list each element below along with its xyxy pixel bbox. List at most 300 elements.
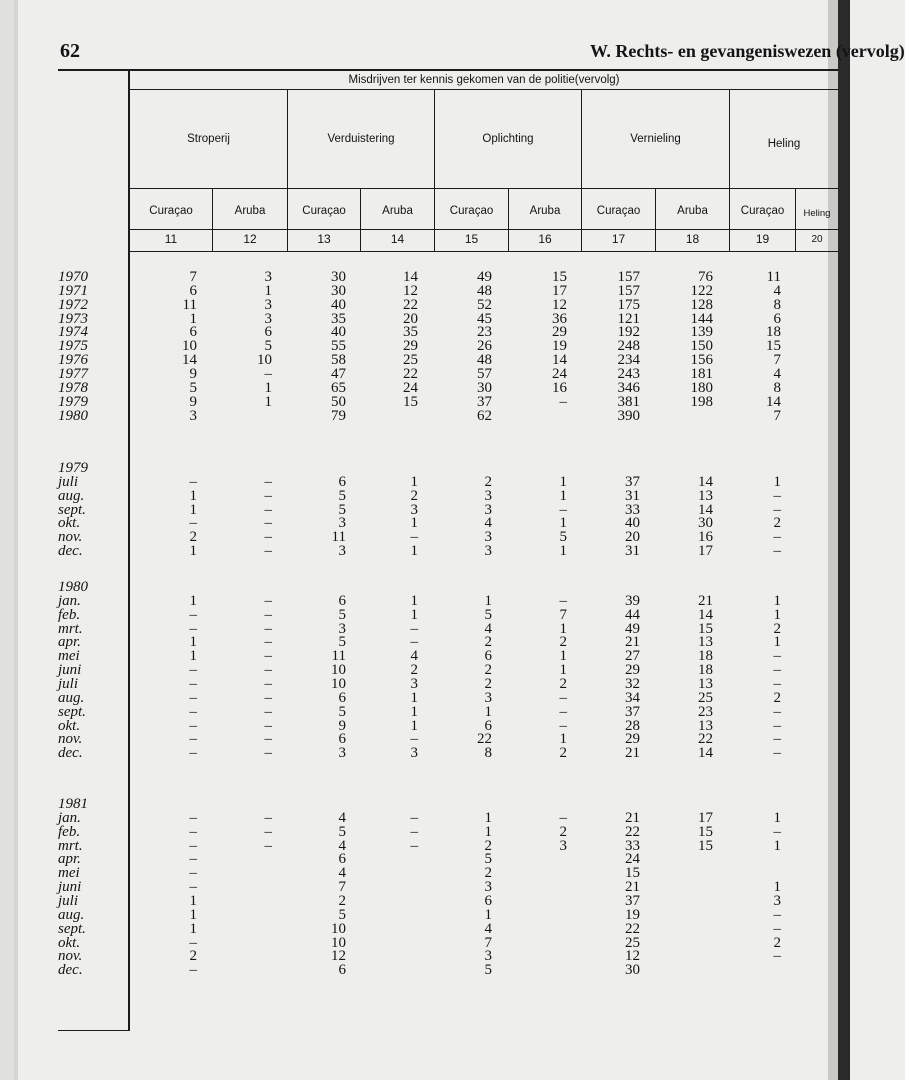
page-edge — [0, 0, 14, 1080]
table-cell: – — [189, 745, 197, 762]
table-cell: 49 — [477, 269, 492, 285]
table-cell: 6 — [264, 324, 272, 341]
table-cell: 39 — [625, 592, 640, 609]
table-cell: 4 — [410, 648, 418, 665]
table-cell: – — [410, 529, 418, 546]
table-cell: 65 — [331, 379, 346, 396]
table-cell: 5 — [338, 501, 346, 518]
column-number: 16 — [538, 232, 552, 246]
table-cell: 15 — [625, 865, 640, 882]
table-cell: 10 — [257, 352, 272, 369]
table-cell: 21 — [698, 592, 713, 609]
table-cell: – — [189, 473, 197, 490]
table-cell: 6 — [338, 962, 346, 979]
table-cell: 40 — [331, 324, 346, 341]
table-cell: 9 — [338, 717, 346, 734]
table-cell: 9 — [189, 365, 197, 382]
table-cell: 8 — [773, 379, 781, 396]
table-cell: 4 — [338, 809, 346, 826]
table-cell: – — [264, 606, 272, 623]
table-cell: 6 — [773, 310, 781, 327]
table-cell: 45 — [477, 310, 492, 327]
row-label: 1981 — [58, 796, 88, 812]
table-cell: 3 — [484, 543, 492, 560]
table-cell: 192 — [617, 324, 640, 341]
table-cell: 5 — [484, 851, 492, 868]
colnum-rule — [128, 251, 838, 252]
subheader-rule — [128, 229, 838, 230]
table-cell: 50 — [331, 393, 346, 410]
table-cell: 1 — [484, 703, 492, 720]
table-cell: – — [189, 717, 197, 734]
row-label: aug. — [58, 906, 85, 923]
row-label: 1973 — [58, 310, 88, 327]
table-cell: – — [559, 592, 567, 609]
table-cell: – — [773, 731, 781, 748]
table-cell: 16 — [698, 529, 713, 546]
table-cell: 18 — [698, 648, 713, 665]
column-number: 14 — [390, 232, 405, 246]
row-label: mei — [58, 865, 80, 882]
table-cell: 52 — [477, 296, 492, 313]
table-cell: 3 — [484, 948, 492, 965]
row-label: jan. — [58, 592, 81, 609]
table-cell: 36 — [552, 310, 567, 327]
table-cell: 7 — [338, 879, 346, 896]
right-page-edge — [828, 0, 838, 1080]
table-cell: 11 — [182, 296, 197, 313]
table-cell: 19 — [552, 338, 567, 355]
table-cell: 6 — [484, 717, 492, 734]
table-cell: 1 — [773, 837, 781, 854]
table-cell: – — [264, 648, 272, 665]
table-cell: – — [264, 529, 272, 546]
running-title: W. Rechts- en gevangeniswezen (vervolg) — [590, 41, 905, 61]
table-cell: 3 — [264, 310, 272, 327]
row-label: dec. — [58, 543, 83, 560]
table-cell: 18 — [766, 324, 781, 341]
row-label: okt. — [58, 717, 81, 734]
group-divider — [581, 90, 582, 252]
table-cell: 1 — [189, 310, 197, 327]
table-cell: – — [189, 689, 197, 706]
row-label: aug. — [58, 487, 85, 504]
table-cell: 1 — [559, 487, 567, 504]
table-cell: 40 — [625, 515, 640, 532]
table-cell: 1 — [189, 487, 197, 504]
table-cell: – — [773, 745, 781, 762]
table-cell: 5 — [338, 487, 346, 504]
table-cell: 16 — [552, 379, 567, 396]
table-cell: 29 — [625, 662, 640, 679]
table-cell: 8 — [484, 745, 492, 762]
table-cell: 3 — [484, 879, 492, 896]
table-cell: 139 — [690, 324, 713, 341]
table-cell: 3 — [189, 407, 197, 424]
table-cell: – — [559, 393, 567, 410]
table-cell: 3 — [338, 745, 346, 762]
table-cell: – — [189, 731, 197, 748]
table-cell: 13 — [698, 634, 713, 651]
table-cell: 3 — [484, 487, 492, 504]
row-label: apr. — [58, 634, 81, 651]
table-cell: 31 — [625, 543, 640, 560]
super-header-rule — [128, 89, 838, 90]
table-cell: 15 — [403, 393, 418, 410]
table-cell: – — [410, 823, 418, 840]
table-cell: – — [773, 717, 781, 734]
table-cell: 15 — [552, 269, 567, 285]
table-cell: 25 — [403, 352, 418, 369]
table-cell: 26 — [477, 338, 492, 355]
row-label: juli — [58, 892, 79, 909]
table-cell: 2 — [189, 529, 197, 546]
table-cell: – — [264, 501, 272, 518]
table-cell: – — [264, 515, 272, 532]
table-cell: 5 — [559, 529, 567, 546]
table-cell: 29 — [625, 731, 640, 748]
table-cell: 3 — [264, 296, 272, 313]
table-cell: 1 — [264, 379, 272, 396]
table-cell: 37 — [477, 393, 492, 410]
table-cell: 14 — [182, 352, 197, 369]
table-cell: 12 — [403, 282, 418, 299]
table-cell: 31 — [625, 487, 640, 504]
table-cell: 76 — [698, 269, 713, 285]
table-cell: – — [410, 731, 418, 748]
table-cell: 7 — [484, 934, 492, 951]
table-cell: 14 — [698, 501, 713, 518]
row-label: sept. — [58, 501, 86, 518]
table-cell: – — [189, 823, 197, 840]
table-cell: 121 — [617, 310, 640, 327]
table-cell: 27 — [625, 648, 640, 665]
table-cell: 29 — [403, 338, 418, 355]
group-header-heling: Heling — [767, 138, 801, 150]
table-cell: 10 — [331, 920, 346, 937]
table-cell: 30 — [698, 515, 713, 532]
row-label: 1976 — [58, 352, 88, 369]
table-cell: 1 — [559, 473, 567, 490]
row-label: juni — [58, 662, 82, 679]
table-cell: 20 — [625, 529, 640, 546]
row-label: mrt. — [58, 620, 83, 637]
group-divider — [729, 90, 730, 252]
subheader-aruba: Aruba — [382, 205, 413, 217]
table-cell: 1 — [264, 393, 272, 410]
table-cell: 3 — [338, 543, 346, 560]
table-cell: 2 — [484, 634, 492, 651]
table-cell: – — [410, 634, 418, 651]
table-cell: 14 — [766, 393, 781, 410]
table-cell: 1 — [410, 703, 418, 720]
table-cell: 14 — [403, 269, 418, 285]
table-cell: 5 — [189, 379, 197, 396]
table-cell: 22 — [625, 823, 640, 840]
table-cell: – — [189, 515, 197, 532]
table-cell: 10 — [182, 338, 197, 355]
table-cell: 1 — [484, 823, 492, 840]
table-cell: 7 — [559, 606, 567, 623]
table-cell: 48 — [477, 352, 492, 369]
table-cell: 22 — [403, 296, 418, 313]
table-cell: 1 — [559, 620, 567, 637]
table-cell: 24 — [552, 365, 567, 382]
table-cell: – — [264, 473, 272, 490]
table-cell: 1 — [773, 809, 781, 826]
table-cell: 1 — [189, 906, 197, 923]
table-cell: – — [264, 745, 272, 762]
column-number: 12 — [243, 232, 257, 246]
table-cell: 23 — [698, 703, 713, 720]
row-label: feb. — [58, 823, 81, 840]
table-cell: – — [264, 809, 272, 826]
row-label: 1979 — [58, 393, 88, 410]
column-number: 17 — [611, 232, 626, 246]
table-cell: 7 — [773, 407, 781, 424]
page-number: 62 — [60, 40, 80, 62]
table-cell: – — [189, 662, 197, 679]
table-cell: – — [264, 620, 272, 637]
table-cell: 40 — [331, 296, 346, 313]
table-cell: 4 — [338, 865, 346, 882]
book-spine-shadow — [838, 0, 850, 1080]
table-cell: 21 — [625, 879, 640, 896]
table-cell: 25 — [625, 934, 640, 951]
table-cell: 13 — [698, 717, 713, 734]
table-cell: 1 — [559, 731, 567, 748]
table-cell: – — [559, 809, 567, 826]
table-cell: 5 — [338, 703, 346, 720]
table-cell: 346 — [617, 379, 640, 396]
table-cell: – — [410, 620, 418, 637]
table-cell: – — [264, 592, 272, 609]
group-header-oplichting: Oplichting — [482, 133, 534, 145]
row-label: feb. — [58, 606, 81, 623]
table-cell: 3 — [338, 620, 346, 637]
table-cell: 44 — [625, 606, 640, 623]
table-cell: 2 — [484, 473, 492, 490]
table-cell: 4 — [484, 920, 492, 937]
table-cell: 1 — [484, 906, 492, 923]
table-cell: 1 — [484, 592, 492, 609]
subheader-curacao: Curaçao — [449, 205, 494, 217]
subheader-curacao: Curaçao — [740, 205, 785, 217]
table-cell: – — [189, 809, 197, 826]
table-cell: 157 — [617, 269, 640, 285]
table-cell: – — [410, 809, 418, 826]
table-cell: – — [264, 634, 272, 651]
table-cell: 13 — [698, 675, 713, 692]
table-cell: 8 — [773, 296, 781, 313]
row-label: nov. — [58, 948, 83, 965]
subheader-aruba: Aruba — [529, 205, 561, 217]
table-cell: 2 — [484, 662, 492, 679]
table-cell: 156 — [690, 352, 713, 369]
table-cell: – — [773, 501, 781, 518]
table-cell: – — [559, 501, 567, 518]
table-cell: 30 — [477, 379, 492, 396]
table-cell: 3 — [484, 501, 492, 518]
table-cell: 1 — [410, 515, 418, 532]
table-cell: 30 — [331, 269, 346, 285]
table-cell: 5 — [484, 962, 492, 979]
row-label: 1975 — [58, 338, 88, 355]
page-edge-shadow — [14, 0, 18, 1080]
table-cell: 3 — [773, 892, 781, 909]
table-cell: – — [189, 879, 197, 896]
row-label: 1971 — [58, 282, 88, 299]
table-cell: 7 — [773, 352, 781, 369]
table-cell: 2 — [559, 634, 567, 651]
table-cell: 1 — [189, 501, 197, 518]
table-cell: 1 — [410, 717, 418, 734]
table-cell: 3 — [410, 501, 418, 518]
table-cell: 6 — [338, 689, 346, 706]
table-cell: 2 — [559, 823, 567, 840]
table-cell: 1 — [773, 606, 781, 623]
table-cell: 30 — [625, 962, 640, 979]
table-cell: 22 — [477, 731, 492, 748]
subheader-heling: Heling — [803, 208, 831, 219]
table-cell: 2 — [338, 892, 346, 909]
table-bottom-rule — [58, 1030, 130, 1031]
row-label: juli — [58, 675, 79, 692]
table-cell: 1 — [773, 473, 781, 490]
table-cell: – — [189, 962, 197, 979]
table-cell: 1 — [189, 634, 197, 651]
table-cell: 58 — [331, 352, 346, 369]
table-cell: 2 — [410, 662, 418, 679]
table-cell: – — [264, 823, 272, 840]
table-cell: 24 — [625, 851, 640, 868]
table-cell: 1 — [773, 634, 781, 651]
table-cell: 5 — [338, 606, 346, 623]
table-cell: 17 — [698, 809, 713, 826]
table-cell: 21 — [625, 745, 640, 762]
table-cell: – — [559, 717, 567, 734]
table-cell: – — [264, 662, 272, 679]
table-cell: 6 — [484, 648, 492, 665]
table-cell: 180 — [690, 379, 713, 396]
table-cell: 23 — [477, 324, 492, 341]
table-cell: 1 — [189, 892, 197, 909]
table-cell: – — [773, 487, 781, 504]
table-cell: – — [559, 689, 567, 706]
table-cell: 2 — [773, 689, 781, 706]
row-label: 1980 — [58, 579, 88, 595]
table-cell: 33 — [625, 837, 640, 854]
column-number: 20 — [811, 234, 823, 245]
table-cell: 21 — [625, 634, 640, 651]
table-cell: 14 — [698, 745, 713, 762]
table-cell: 2 — [410, 487, 418, 504]
table-cell: 198 — [690, 393, 713, 410]
table-cell: 1 — [189, 920, 197, 937]
row-label: jan. — [58, 809, 81, 826]
row-label: dec. — [58, 745, 83, 762]
group-header-verduistering: Verduistering — [327, 133, 395, 145]
table-cell: 3 — [338, 515, 346, 532]
subheader-curacao: Curaçao — [302, 205, 346, 217]
table-cell: 37 — [625, 473, 640, 490]
row-label: nov. — [58, 731, 83, 748]
table-cell: 175 — [617, 296, 640, 313]
table-cell: 1 — [410, 606, 418, 623]
table-cell: 19 — [625, 906, 640, 923]
column-number: 18 — [685, 232, 700, 246]
table-cell: 48 — [477, 282, 492, 299]
table-cell: 6 — [338, 731, 346, 748]
table-cell: 14 — [698, 606, 713, 623]
table-cell: 1 — [410, 543, 418, 560]
table-cell: 29 — [552, 324, 567, 341]
table-cell: 15 — [698, 837, 713, 854]
table-cell: 5 — [264, 338, 272, 355]
table-cell: 157 — [617, 282, 640, 299]
table-cell: 24 — [403, 379, 418, 396]
table-cell: 22 — [625, 920, 640, 937]
table-cell: 21 — [625, 809, 640, 826]
table-cell: 11 — [331, 529, 346, 546]
table-cell: 1 — [559, 662, 567, 679]
table-cell: 381 — [617, 393, 640, 410]
table-cell: 1 — [410, 473, 418, 490]
subheader-curacao: Curaçao — [596, 205, 641, 217]
table-cell: 15 — [698, 620, 713, 637]
table-cell: 2 — [773, 620, 781, 637]
table-cell: 1 — [773, 592, 781, 609]
table-cell: 49 — [625, 620, 640, 637]
table-super-title: Misdrijven ter kennis gekomen van de politie(vervolg) — [348, 74, 620, 86]
group-header-stroperij: Stroperij — [187, 133, 230, 145]
table-cell: 3 — [410, 745, 418, 762]
table-cell: – — [264, 717, 272, 734]
table-cell: 55 — [331, 338, 346, 355]
table-cell: 18 — [698, 662, 713, 679]
table-cell: 22 — [698, 731, 713, 748]
column-number: 11 — [164, 232, 178, 246]
table-cell: – — [773, 920, 781, 937]
table-cell: – — [189, 703, 197, 720]
table-cell: – — [189, 675, 197, 692]
table-cell: 150 — [690, 338, 713, 355]
table-cell: 6 — [338, 473, 346, 490]
table-cell: 1 — [773, 879, 781, 896]
table-cell: 15 — [698, 823, 713, 840]
table-cell: – — [773, 648, 781, 665]
table-cell: 3 — [410, 675, 418, 692]
table-cell: – — [773, 675, 781, 692]
row-label: sept. — [58, 703, 86, 720]
table-cell: 1 — [264, 282, 272, 299]
table-cell: – — [773, 906, 781, 923]
table-cell: 6 — [338, 851, 346, 868]
row-label: dec. — [58, 962, 83, 979]
table-cell: 12 — [625, 948, 640, 965]
table-cell: 25 — [698, 689, 713, 706]
group-header-vernieling: Vernieling — [630, 133, 681, 145]
row-label: 1977 — [58, 365, 88, 382]
table-cell: 4 — [338, 837, 346, 854]
table-cell: 4 — [484, 515, 492, 532]
group-divider — [434, 90, 435, 252]
table-cell: – — [189, 851, 197, 868]
table-cell: – — [410, 837, 418, 854]
table-cell: 5 — [338, 634, 346, 651]
table-cell: – — [773, 823, 781, 840]
table-cell: – — [773, 948, 781, 965]
